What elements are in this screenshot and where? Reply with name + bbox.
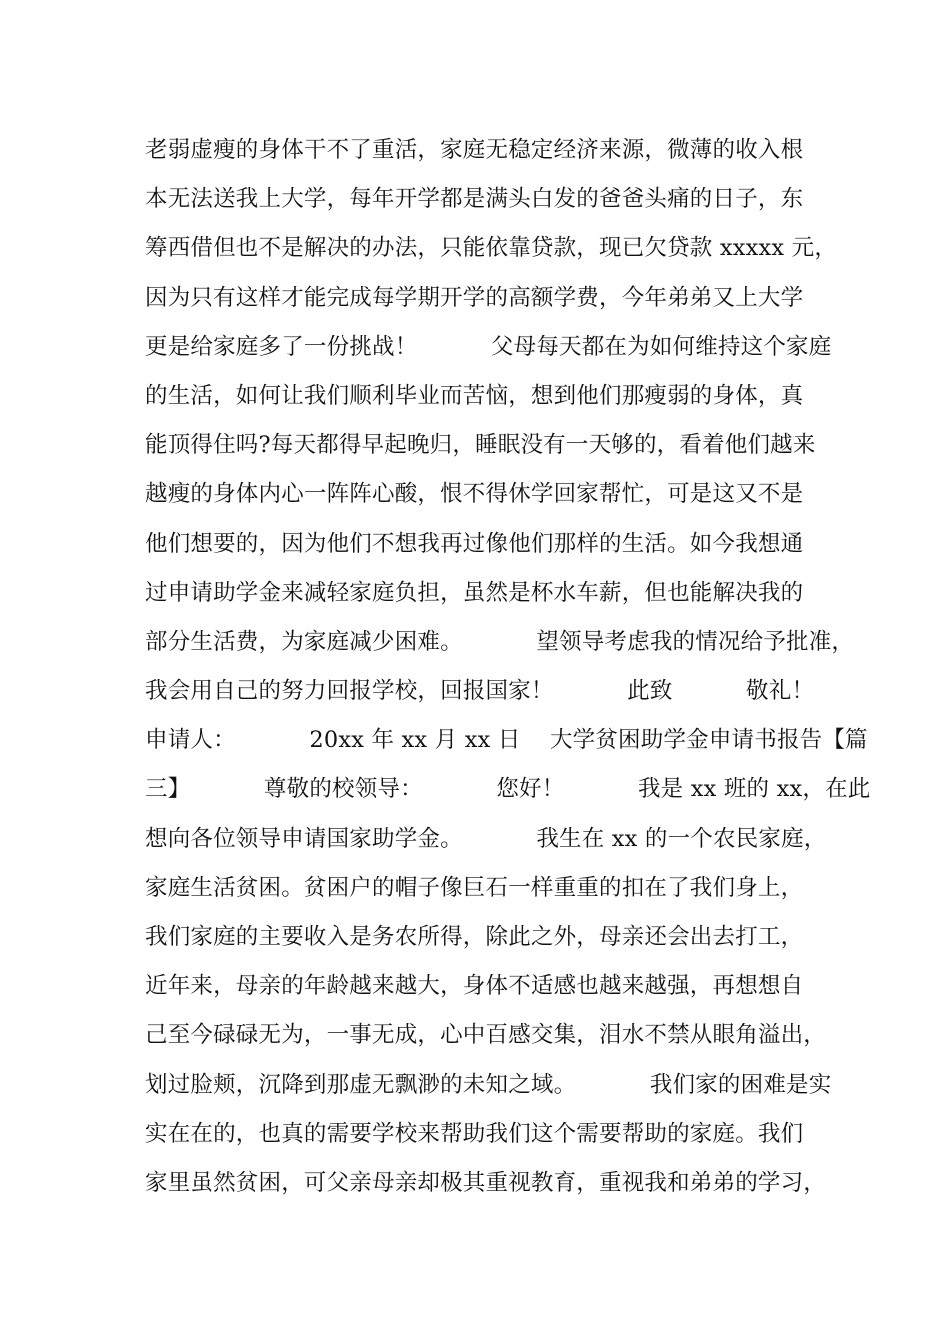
body-text bbox=[145, 126, 871, 1208]
text-line: 申请人： 20xx 年 xx 月 xx 日 大学贫困助学金申请书报告【篇 bbox=[145, 727, 868, 754]
text-line: 更是给家庭多了一份挑战！ 父母每天都在为如何维持这个家庭 bbox=[145, 333, 832, 360]
text-line: 因为只有这样才能完成每学期开学的高额学费，今年弟弟又上大学 bbox=[145, 284, 804, 311]
text-line: 老弱虚瘦的身体干不了重活，家庭无稳定经济来源，微薄的收入根 bbox=[145, 137, 804, 163]
text-line: 他们想要的，因为他们不想我再过像他们那样的生活。如今我想通 bbox=[145, 530, 804, 557]
text-line: 三】 尊敬的校领导： 您好！ 我是 xx 班的 xx，在此 bbox=[145, 776, 871, 803]
text-line: 过申请助学金来减轻家庭负担，虽然是杯水车薪，但也能解决我的 bbox=[145, 579, 804, 606]
text-line: 越瘦的身体内心一阵阵心酸，恨不得休学回家帮忙，可是这又不是 bbox=[145, 481, 804, 508]
text-line: 我会用自己的努力回报学校，回报国家！ 此致 敬礼！ bbox=[145, 678, 815, 705]
text-line: 己至今碌碌无为，一事无成，心中百感交集，泪水不禁从眼角溢出， bbox=[145, 1022, 827, 1049]
text-line: 的生活，如何让我们顺利毕业而苦恼，想到他们那瘦弱的身体，真 bbox=[145, 382, 804, 409]
text-line: 家里虽然贫困，可父亲母亲却极其重视教育，重视我和弟弟的学习， bbox=[145, 1169, 827, 1196]
text-line: 筹西借但也不是解决的办法，只能依靠贷款，现已欠贷款 xxxxx 元， bbox=[145, 235, 838, 262]
text-line: 近年来，母亲的年龄越来越大，身体不适感也越来越强，再想想自 bbox=[145, 973, 804, 1000]
text-line: 部分生活费，为家庭减少困难。 望领导考虑我的情况给予批准， bbox=[145, 628, 855, 655]
text-line: 能顶得住吗?每天都得早起晚归，睡眠没有一天够的，看着他们越来 bbox=[145, 432, 816, 459]
text-line: 划过脸颊，沉降到那虚无飘渺的未知之域。 我们家的困难是实 bbox=[145, 1071, 832, 1098]
text-line: 家庭生活贫困。贫困户的帽子像巨石一样重重的扣在了我们身上， bbox=[145, 874, 804, 901]
text-line: 本无法送我上大学，每年开学都是满头白发的爸爸头痛的日子，东 bbox=[145, 186, 804, 213]
text-line: 我们家庭的主要收入是务农所得，除此之外，母亲还会出去打工， bbox=[145, 924, 804, 950]
text-line: 实在在的，也真的需要学校来帮助我们这个需要帮助的家庭。我们 bbox=[145, 1120, 804, 1147]
text-line: 想向各位领导申请国家助学金。 我生在 xx 的一个农民家庭， bbox=[145, 825, 827, 852]
